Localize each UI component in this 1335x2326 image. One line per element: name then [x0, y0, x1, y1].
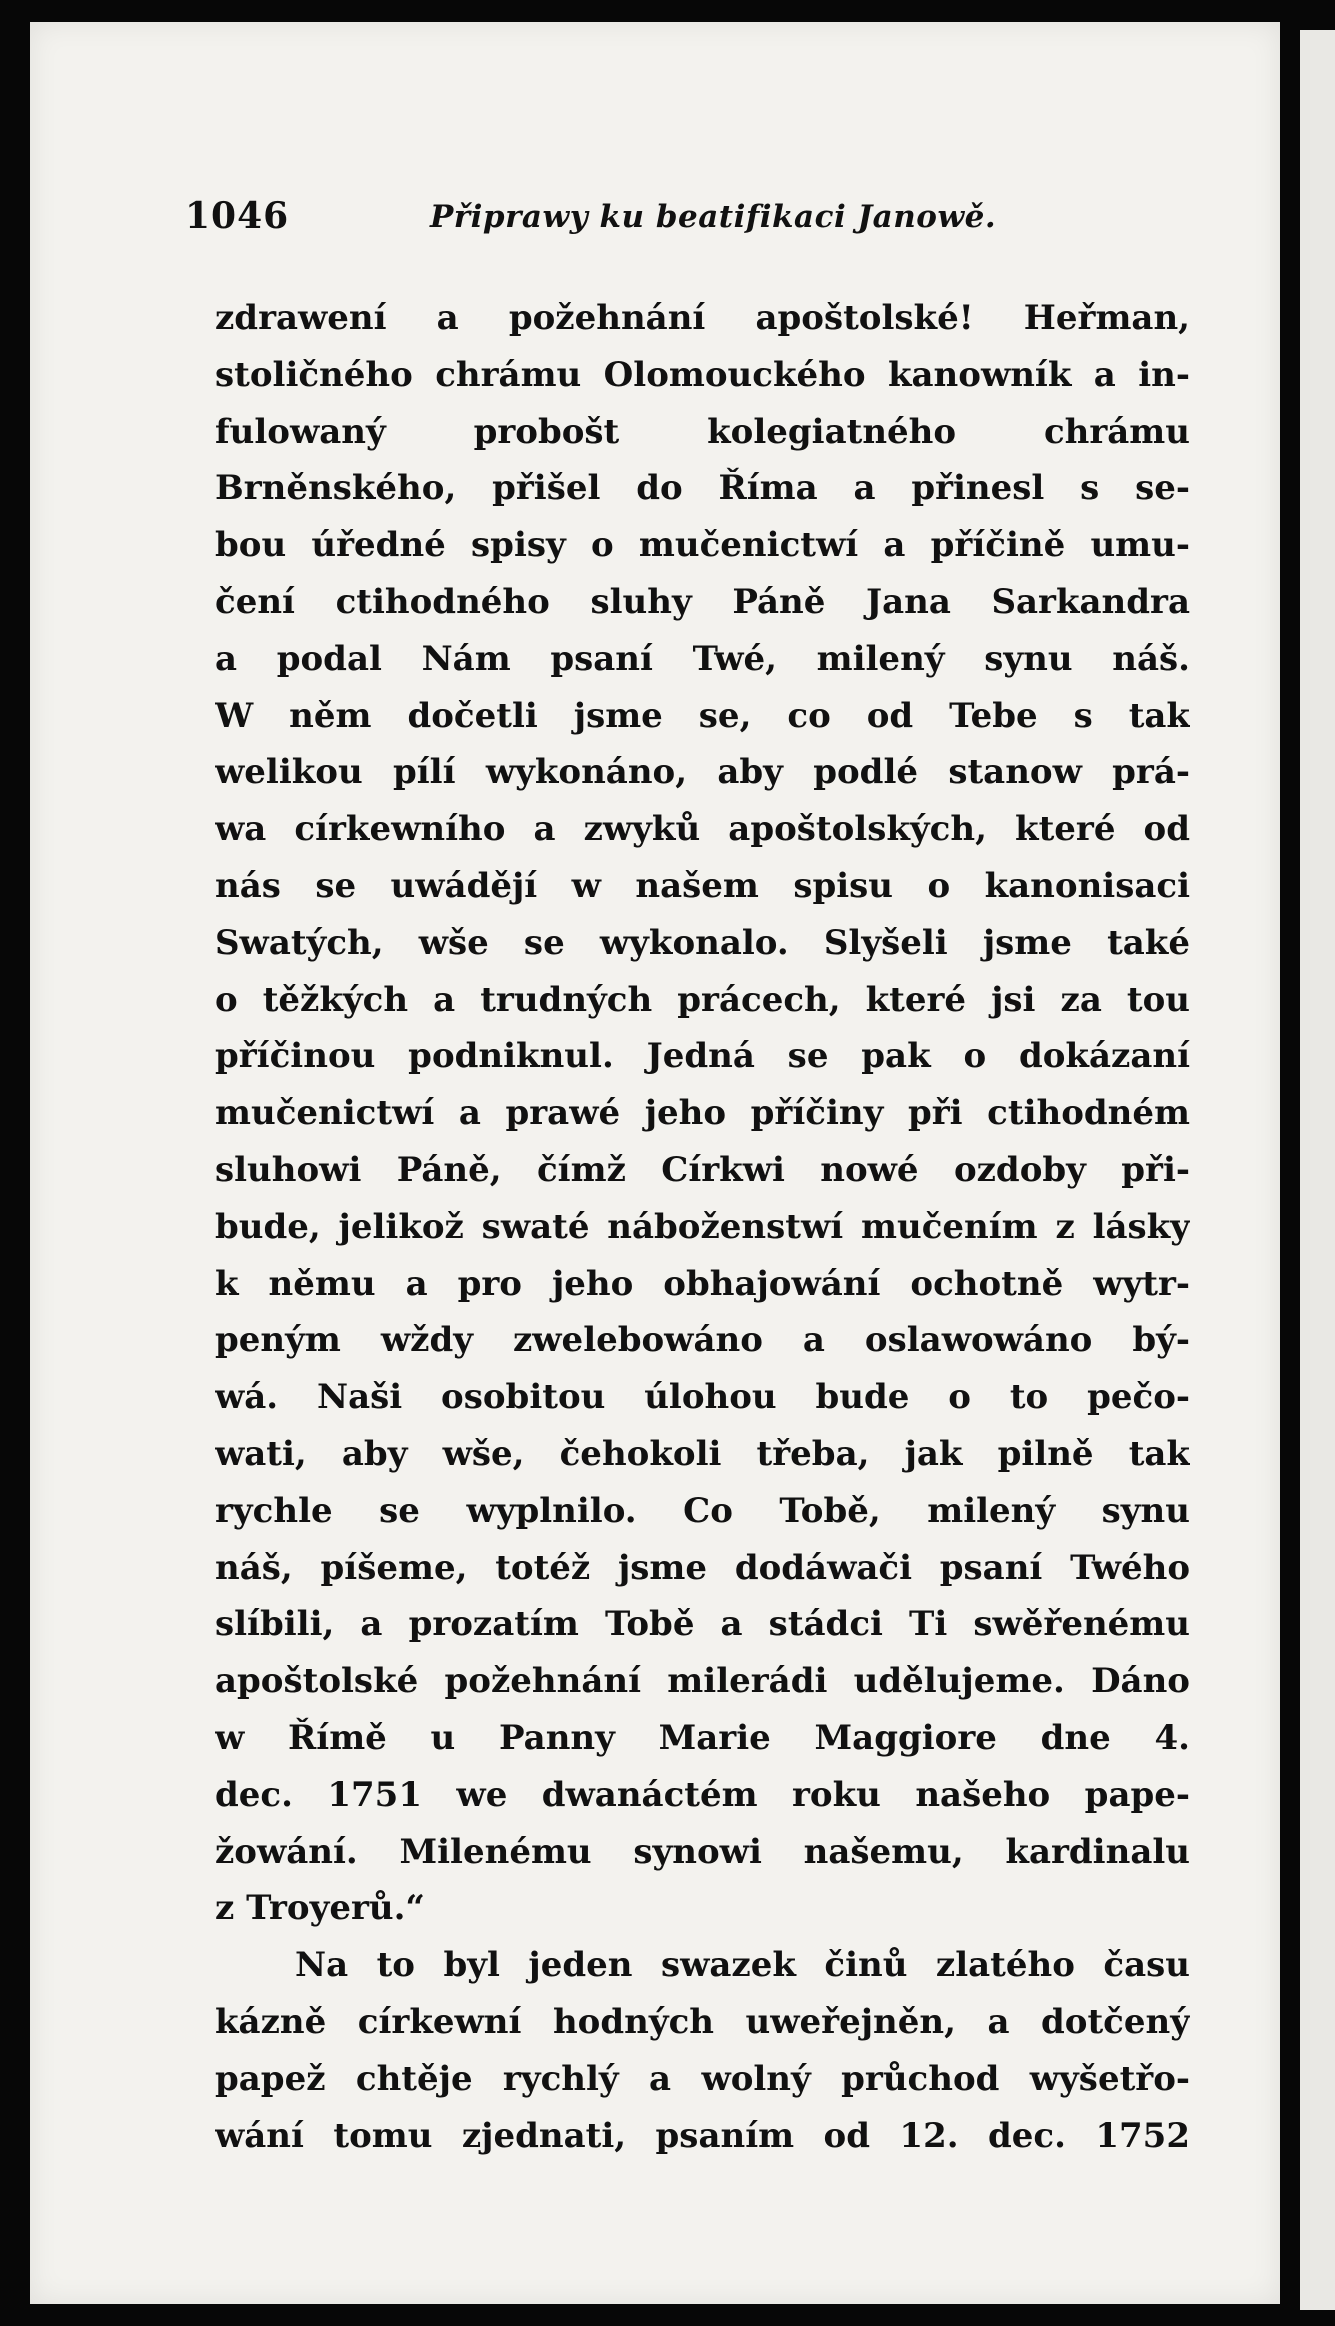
- text-line: žowání. Milenému synowi našemu, kardinalu: [215, 1831, 1190, 1872]
- text-line: čení ctihodného sluhy Páně Jana Sarkandra: [215, 581, 1190, 622]
- text-line: příčinou podniknul. Jedná se pak o dokázaní: [215, 1036, 1190, 1077]
- text-line: z Troyerů.“: [215, 1888, 425, 1929]
- running-title: Připrawy ku beatifikaci Janowě.: [430, 199, 997, 235]
- text-line: welikou pílí wykonáno, aby podlé stanow prá-: [215, 752, 1190, 793]
- text-line: mučenictwí a prawé jeho příčiny při ctihodném: [215, 1093, 1190, 1134]
- text-line: kázně církewní hodných uweřejněn, a dotčený: [215, 2001, 1190, 2042]
- text-line: dec. 1751 we dwanáctém roku našeho papе-: [215, 1774, 1190, 1815]
- body-text: [215, 290, 1190, 2164]
- text-line: náš, píšeme, totéž jsme dodáwači psaní Twého: [215, 1547, 1190, 1588]
- text-line: rychle se wyplnilo. Co Tobě, milený synu: [215, 1490, 1190, 1531]
- page-header: [185, 195, 1065, 243]
- text-line: k němu a pro jeho obhajowání ochotně wytr-: [215, 1263, 1190, 1304]
- text-line: papež chtěje rychlý a wolný průchod wyšetřo-: [215, 2058, 1190, 2099]
- paragraph-1: [215, 290, 1190, 1937]
- text-line: a podal Nám psaní Twé, milený synu náš.: [215, 638, 1190, 679]
- page-number: 1046: [185, 195, 290, 237]
- text-line: nás se uwádějí w našem spisu o kanonisaci: [215, 865, 1190, 906]
- text-line: wání tomu zjednati, psaním od 12. dec. 1752: [215, 2115, 1190, 2156]
- adjacent-page-edge: [1300, 30, 1335, 2310]
- text-line: wa církewního a zwyků apoštolských, které od: [215, 809, 1190, 850]
- text-line: w Římě u Panny Marie Maggiore dne 4.: [215, 1717, 1190, 1758]
- paragraph-2: [215, 1937, 1190, 2164]
- text-line: bude, jelikož swaté náboženstwí mučením z lásky: [215, 1206, 1190, 1247]
- text-line: fulowaný probošt kolegiatného chrámu: [215, 411, 1190, 452]
- text-line: o těžkých a trudných prácech, které jsi za tou: [215, 979, 1190, 1020]
- text-line: wati, aby wše, čehokoli třeba, jak pilně tak: [215, 1433, 1190, 1474]
- text-line: apoštolské požehnání milerádi udělujeme. Dáno: [215, 1661, 1190, 1702]
- text-line: Na to byl jeden swazek činů zlatého času: [295, 1945, 1190, 1986]
- text-line: bou úředné spisy o mučenictwí a příčině umu-: [215, 525, 1190, 566]
- text-line: peným wždy zwelebowáno a oslawowáno bý-: [215, 1320, 1190, 1361]
- text-line: zdrawení a požehnání apoštolské! Heřman,: [215, 298, 1190, 338]
- text-line: Swatých, wše se wykonalo. Slyšeli jsme také: [215, 922, 1190, 963]
- text-line: Brněnského, přišel do Říma a přinesl s se-: [215, 468, 1190, 509]
- text-line: wá. Naši osobitou úlohou bude o to pečo-: [215, 1377, 1190, 1418]
- text-line: slíbili, a prozatím Tobě a stádci Ti swěřenému: [215, 1604, 1190, 1645]
- text-line: sluhowi Páně, čímž Církwi nowé ozdoby při-: [215, 1149, 1190, 1190]
- text-line: stoličného chrámu Olomouckého kanowník a in-: [215, 354, 1190, 395]
- text-line: W něm dočetli jsme se, co od Tebe s tak: [215, 695, 1190, 736]
